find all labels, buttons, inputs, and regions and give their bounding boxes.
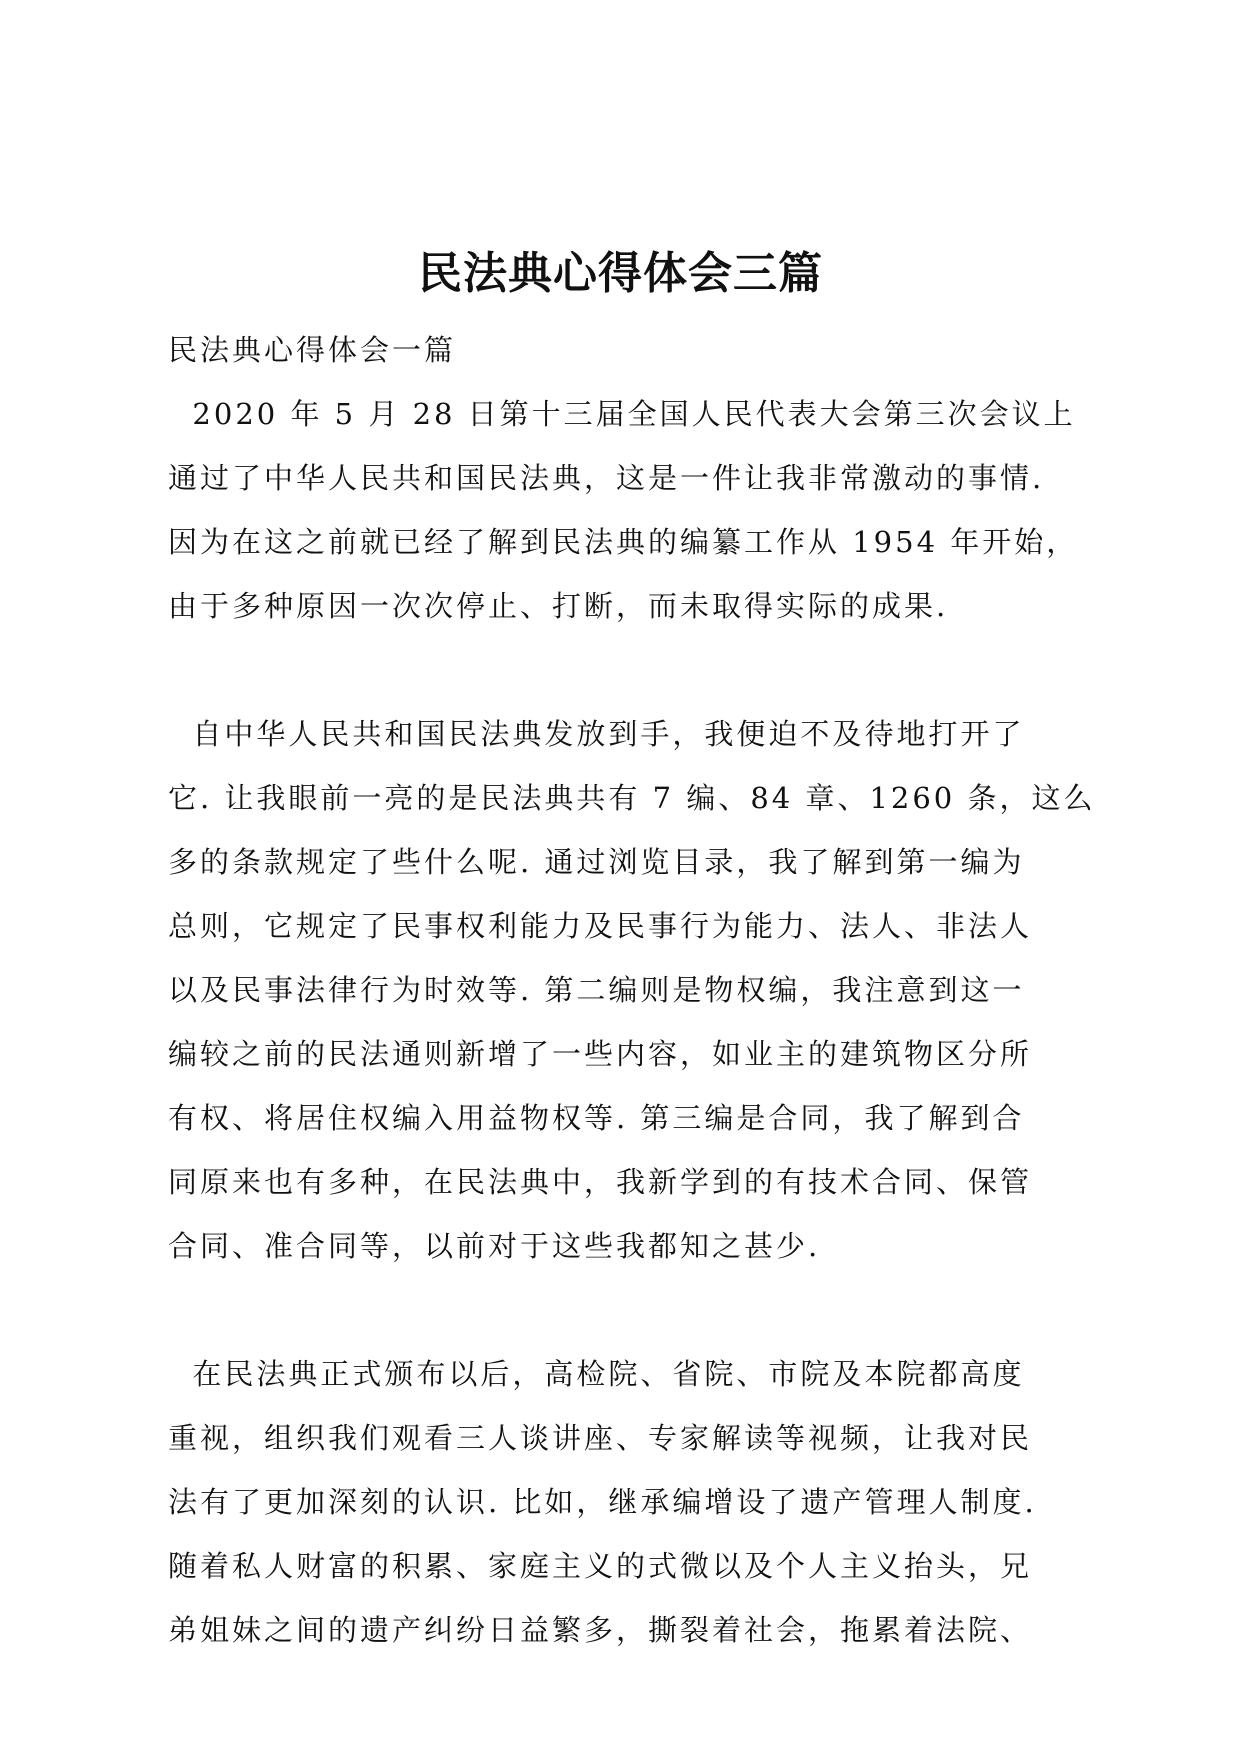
paragraph-gap [168, 638, 1074, 702]
paragraph-line: 它. 让我眼前一亮的是民法典共有 7 编、84 章、1260 条，这么 [168, 781, 1096, 815]
paragraph-line: 自中华人民共和国民法典发放到手，我便迫不及待地打开了 [168, 717, 1025, 751]
paragraph-line: 以及民事法律行为时效等. 第二编则是物权编，我注意到这一 [168, 973, 1025, 1007]
paragraph-line: 2020 年 5 月 28 日第十三届全国人民代表大会第三次会议上 [168, 397, 1076, 431]
paragraph-line: 通过了中华人民共和国民法典，这是一件让我非常激动的事情. [168, 461, 1045, 495]
paragraph-line: 编较之前的民法通则新增了一些内容，如业主的建筑物区分所 [168, 1037, 1033, 1071]
paragraph-line: 在民法典正式颁布以后，高检院、省院、市院及本院都高度 [168, 1357, 1025, 1391]
paragraph-line: 同原来也有多种，在民法典中，我新学到的有技术合同、保管 [168, 1165, 1033, 1199]
paragraph-line: 多的条款规定了些什么呢. 通过浏览目录，我了解到第一编为 [168, 845, 1025, 879]
paragraph-line: 弟姐妹之间的遗产纠纷日益繁多，撕裂着社会，拖累着法院、 [168, 1613, 1033, 1647]
paragraph-line: 合同、准合同等，以前对于这些我都知之甚少. [168, 1229, 821, 1263]
paragraph-line: 有权、将居住权编入用益物权等. 第三编是合同，我了解到合 [168, 1101, 1025, 1135]
paragraph-line: 因为在这之前就已经了解到民法典的编纂工作从 1954 年开始， [168, 525, 1079, 559]
document-title: 民法典心得体会三篇 [418, 248, 823, 299]
document-body [168, 318, 1096, 1662]
paragraph-line: 重视，组织我们观看三人谈讲座、专家解读等视频，让我对民 [168, 1421, 1033, 1455]
paragraph-line: 法有了更加深刻的认识. 比如，继承编增设了遗产管理人制度. [168, 1485, 1037, 1519]
paragraph-gap [168, 1278, 1074, 1342]
paragraph-line: 随着私人财富的积累、家庭主义的式微以及个人主义抬头，兄 [168, 1549, 1033, 1583]
paragraph-line: 由于多种原因一次次停止、打断，而未取得实际的成果. [168, 589, 949, 623]
section-heading: 民法典心得体会一篇 [168, 333, 457, 367]
paragraph-line: 总则，它规定了民事权利能力及民事行为能力、法人、非法人 [168, 909, 1033, 943]
